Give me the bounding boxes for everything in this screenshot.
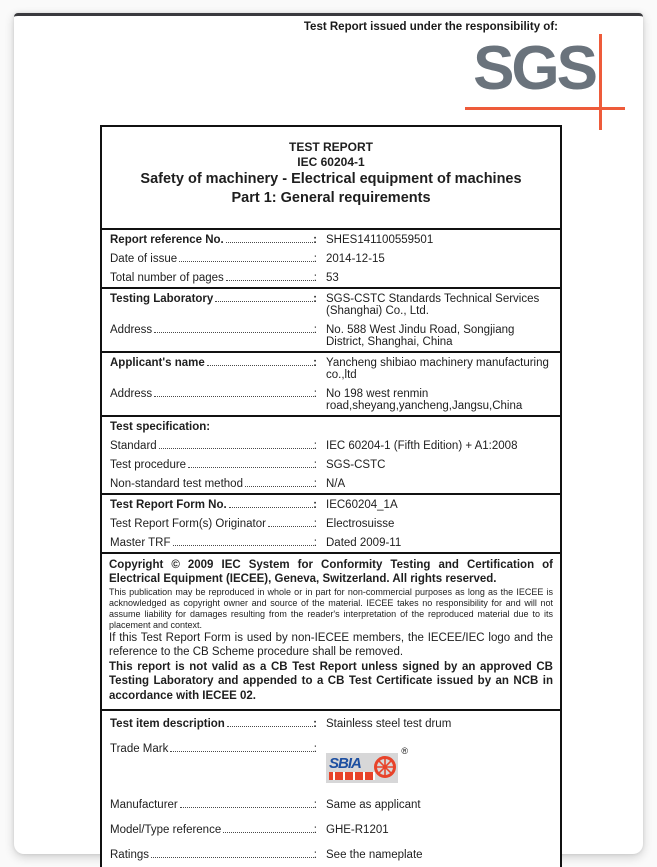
- field-row-applicants-name: [102, 353, 560, 384]
- field-row-ratings: [102, 842, 560, 867]
- field-label-text: Address: [110, 388, 153, 400]
- dotted-leader: [227, 726, 313, 727]
- field-label-text: Test item description: [110, 718, 225, 731]
- field-row-trf-no: [102, 495, 560, 514]
- field-label-text: Manufacturer: [110, 799, 178, 812]
- group-test-item: [102, 711, 560, 867]
- copyright-block: [102, 554, 560, 711]
- field-label: [110, 743, 317, 755]
- field-label: [110, 518, 317, 530]
- field-row-manufacturer: [102, 792, 560, 817]
- field-label-text: Ratings: [110, 849, 149, 862]
- dotted-leader: [188, 467, 314, 468]
- dotted-leader: [179, 261, 314, 262]
- field-value: No 198 west renmin road,sheyang,yancheng,Jangsu,China: [326, 388, 523, 412]
- group-testing-laboratory: [102, 289, 560, 353]
- field-row-test-procedure: [102, 455, 560, 474]
- group-applicant: [102, 353, 560, 417]
- field-label-text: Non-standard test method: [110, 478, 243, 490]
- group-test-specification: [102, 417, 560, 495]
- field-row-master-trf: [102, 533, 560, 552]
- field-value: GHE-R1201: [326, 824, 389, 837]
- field-value: 53: [326, 272, 339, 284]
- field-value: N/A: [326, 478, 346, 490]
- field-label-text: Date of issue: [110, 253, 178, 265]
- dotted-leader: [223, 832, 314, 833]
- group-test-report-form: [102, 495, 560, 554]
- field-label-text: Standard: [110, 440, 157, 452]
- sgs-logo: [465, 34, 625, 134]
- dotted-leader: [159, 448, 314, 449]
- copyright-validity-notice: This report is not valid as a CB Test Report unless signed by an approved CB Testing Laboratory and appended to a CB Test Certificate issued by an NCB in accordance with IECEE 02.: [109, 660, 553, 702]
- field-value: SHES141100559501: [326, 234, 434, 246]
- sgs-logo-text: SGS: [473, 34, 595, 103]
- trademark-logo-box: [326, 753, 398, 783]
- report-page: [14, 13, 643, 862]
- dotted-leader: [154, 332, 314, 333]
- trademark-banner: [329, 772, 375, 780]
- field-row-date-of-issue: [102, 249, 560, 268]
- field-label-text: Test Report Form No.: [110, 499, 227, 511]
- field-label-text: Test Report Form(s) Originator: [110, 518, 266, 530]
- section-heading: Test specification:: [110, 421, 211, 433]
- field-value: Yancheng shibiao machinery manufacturing co.,ltd: [326, 357, 549, 381]
- field-label: [110, 272, 317, 284]
- registered-trademark-icon: ®: [401, 746, 408, 757]
- title-line-2: IEC 60204-1: [297, 155, 365, 169]
- title-line-3: Safety of machinery - Electrical equipment of machines: [140, 171, 522, 187]
- field-value: SGS-CSTC: [326, 459, 386, 471]
- field-value: SGS-CSTC Standards Technical Services (Shanghai) Co., Ltd.: [326, 293, 540, 317]
- dotted-leader: [268, 526, 314, 527]
- field-value: See the nameplate: [326, 849, 423, 862]
- field-row-trade-mark: [102, 736, 560, 792]
- field-label: [110, 824, 317, 836]
- field-value: [317, 743, 552, 786]
- dotted-leader: [151, 857, 314, 858]
- field-label: [110, 324, 317, 336]
- field-label-text: Master TRF: [110, 537, 171, 549]
- field-value: Same as applicant: [326, 799, 421, 812]
- field-label: [110, 499, 317, 511]
- title-block: [102, 127, 560, 230]
- field-value: IEC 60204-1 (Fifth Edition) + A1:2008: [326, 440, 518, 452]
- field-label: [110, 234, 317, 246]
- field-label-text: Total number of pages: [110, 272, 224, 284]
- wheel-icon: [373, 755, 397, 779]
- field-label: [110, 478, 317, 490]
- copyright-non-iecee-notice: If this Test Report Form is used by non-IECEE members, the IECEE/IEC logo and the reference to the CB Scheme procedure shall be removed.: [109, 631, 553, 659]
- field-row-model-type-reference: [102, 817, 560, 842]
- copyright-statement: Copyright © 2009 IEC System for Conformity Testing and Certification of Electrical Equipment (IECEE), Geneva, Switzerland. All rights reserved.: [109, 559, 553, 586]
- field-label-text: Applicant's name: [110, 357, 205, 369]
- field-row-testing-laboratory: [102, 289, 560, 320]
- copyright-reproduction-notice: This publication may be reproduced in whole or in part for non-commercial purposes as long as the IECEE is acknowledged as copyright owner and source of the material. IECEE takes no responsibility for and will not assume liability for damages resulting from the reader's interpretation of the reproduced material due to its placement and context.: [109, 586, 553, 630]
- field-label-text: Address: [110, 324, 153, 336]
- dotted-leader: [215, 301, 313, 302]
- field-row-test-item-description: [102, 711, 560, 736]
- trademark-logo: [326, 746, 408, 783]
- field-row-total-pages: [102, 268, 560, 287]
- dotted-leader: [154, 396, 314, 397]
- dotted-leader: [226, 242, 313, 243]
- field-value: Stainless steel test drum: [326, 718, 452, 731]
- dotted-leader: [173, 545, 314, 546]
- field-value: IEC60204_1A: [326, 499, 398, 511]
- field-value: Dated 2009-11: [326, 537, 402, 549]
- field-label: [110, 357, 317, 369]
- trademark-logo-text: SBIA: [329, 755, 361, 773]
- field-value: Electrosuisse: [326, 518, 395, 530]
- field-value: 2014-12-15: [326, 253, 385, 265]
- group-report-identification: [102, 230, 560, 289]
- field-label: [110, 388, 317, 400]
- field-label-text: Testing Laboratory: [110, 293, 214, 305]
- field-row-standard: [102, 436, 560, 455]
- dotted-leader: [180, 807, 314, 808]
- field-label-text: Test procedure: [110, 459, 187, 471]
- field-row-trf-originator: [102, 514, 560, 533]
- sgs-logo-vertical-line: [599, 34, 602, 130]
- title-line-1: TEST REPORT: [288, 140, 373, 154]
- field-row-report-reference-no: [102, 230, 560, 249]
- field-label: [110, 537, 317, 549]
- field-label: [110, 849, 317, 861]
- title-line-4: Part 1: General requirements: [231, 190, 431, 206]
- field-label: [110, 440, 317, 452]
- field-label-text: Trade Mark: [110, 743, 169, 756]
- field-label: [110, 293, 317, 305]
- field-value: No. 588 West Jindu Road, Songjiang District, Shanghai, China: [326, 324, 515, 348]
- field-label: [110, 799, 317, 811]
- field-label: [110, 718, 317, 730]
- responsibility-statement: Test Report issued under the responsibility of:: [303, 21, 558, 33]
- field-label-text: Report reference No.: [110, 234, 224, 246]
- field-label: [110, 253, 317, 265]
- field-label: [110, 459, 317, 471]
- field-row-applicant-address: [102, 384, 560, 415]
- dotted-leader: [245, 486, 314, 487]
- test-specification-heading-row: [102, 417, 560, 436]
- dotted-leader: [170, 751, 313, 752]
- dotted-leader: [207, 365, 313, 366]
- field-label-text: Model/Type reference: [110, 824, 222, 837]
- dotted-leader: [229, 507, 313, 508]
- field-row-lab-address: [102, 320, 560, 351]
- field-row-non-standard-method: [102, 474, 560, 493]
- report-table: [100, 125, 562, 867]
- dotted-leader: [226, 280, 314, 281]
